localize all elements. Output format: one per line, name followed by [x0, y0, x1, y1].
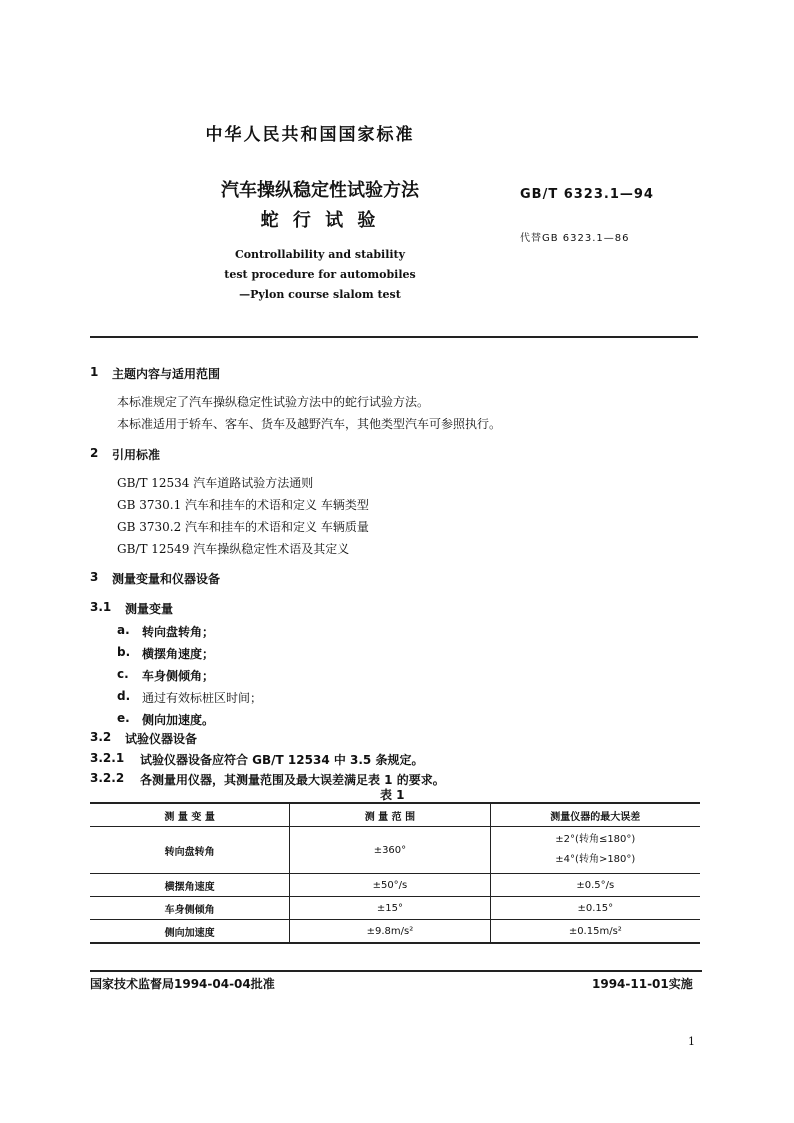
section-3-1-heading: 测量变量 — [125, 602, 174, 616]
reference-item: GB 3730.1 汽车和挂车的术语和定义 车辆类型 — [117, 498, 369, 512]
title-en-line2: test procedure for automobiles — [224, 268, 416, 281]
footer-divider — [90, 970, 702, 972]
section-3-2-2-number: 3.2.2 — [90, 771, 125, 785]
table-cell-error — [490, 827, 700, 874]
replaces-standard: 代替GB 6323.1—86 — [520, 233, 630, 244]
variable-label: a. — [117, 623, 130, 637]
table-header: 测量仪器的最大误差 — [490, 803, 700, 827]
variable-text: 通过有效标桩区时间； — [142, 691, 263, 705]
table-cell-error: ±0.5°/s — [490, 874, 700, 897]
table-row — [90, 897, 700, 920]
section-3-2-1-number: 3.2.1 — [90, 751, 125, 765]
table-cell-variable: 转向盘转角 — [90, 827, 290, 874]
variable-label: d. — [117, 689, 131, 703]
title-cn-line2: 蛇 行 试 验 — [260, 210, 380, 231]
section-3-2-2-text: 各测量用仪器，其测量范围及最大误差满足表 1 的要求。 — [140, 773, 445, 787]
table-row — [90, 920, 700, 944]
reference-item: GB 3730.2 汽车和挂车的术语和定义 车辆质量 — [117, 520, 369, 534]
table-row — [90, 874, 700, 897]
table-cell-range: ±9.8m/s² — [290, 920, 490, 944]
national-standard-heading: 中华人民共和国国家标准 — [205, 125, 415, 145]
section-3-2-heading: 试验仪器设备 — [125, 732, 198, 746]
effective-date: 1994-11-01实施 — [592, 977, 693, 991]
variable-text: 侧向加速度。 — [142, 713, 215, 727]
approval-date: 国家技术监督局1994-04-04批准 — [90, 977, 275, 991]
error-line: ±4°(转角>180°) — [555, 854, 636, 865]
table-cell-range: ±360° — [290, 827, 490, 874]
standard-number: GB/T 6323.1—94 — [520, 187, 654, 202]
table-header: 测 量 范 围 — [290, 803, 490, 827]
section-3-2-1-text: 试验仪器设备应符合 GB/T 12534 中 3.5 条规定。 — [140, 753, 424, 767]
title-en-line3: —Pylon course slalom test — [239, 288, 401, 301]
section-1-para-1: 本标准规定了汽车操纵稳定性试验方法中的蛇行试验方法。 — [117, 395, 430, 409]
variable-label: e. — [117, 711, 130, 725]
table-cell-error: ±0.15° — [490, 897, 700, 920]
section-2-number: 2 — [90, 446, 99, 460]
variable-text: 车身侧倾角； — [142, 669, 215, 683]
error-line: ±2°(转角≤180°) — [555, 834, 636, 845]
table-header-row — [90, 803, 700, 827]
reference-item: GB/T 12534 汽车道路试验方法通则 — [117, 476, 314, 490]
section-3-number: 3 — [90, 570, 99, 584]
table-cell-range: ±50°/s — [290, 874, 490, 897]
section-1-para-2: 本标准适用于轿车、客车、货车及越野汽车，其他类型汽车可参照执行。 — [117, 417, 502, 431]
variable-text: 横摆角速度； — [142, 647, 215, 661]
measurement-table — [90, 802, 700, 944]
table-cell-variable: 车身侧倾角 — [90, 897, 290, 920]
title-cn-line1: 汽车操纵稳定性试验方法 — [221, 180, 419, 201]
table-caption: 表 1 — [380, 788, 405, 802]
table-row — [90, 827, 700, 874]
title-en-line1: Controllability and stability — [234, 248, 406, 261]
table-cell-error: ±0.15m/s² — [490, 920, 700, 944]
section-1-heading: 主题内容与适用范围 — [112, 367, 221, 381]
page-number: 1 — [688, 1035, 695, 1048]
variable-label: c. — [117, 667, 129, 681]
reference-item: GB/T 12549 汽车操纵稳定性术语及其定义 — [117, 542, 350, 556]
section-3-2-number: 3.2 — [90, 730, 112, 744]
variable-label: b. — [117, 645, 131, 659]
table-cell-range: ±15° — [290, 897, 490, 920]
table-cell-variable: 横摆角速度 — [90, 874, 290, 897]
section-3-heading: 测量变量和仪器设备 — [112, 572, 221, 586]
section-1-number: 1 — [90, 365, 99, 379]
header-divider — [90, 336, 698, 338]
table-header: 测 量 变 量 — [90, 803, 290, 827]
section-2-heading: 引用标准 — [112, 448, 161, 462]
section-3-1-number: 3.1 — [90, 600, 112, 614]
variable-text: 转向盘转角； — [142, 625, 215, 639]
table-cell-variable: 侧向加速度 — [90, 920, 290, 944]
